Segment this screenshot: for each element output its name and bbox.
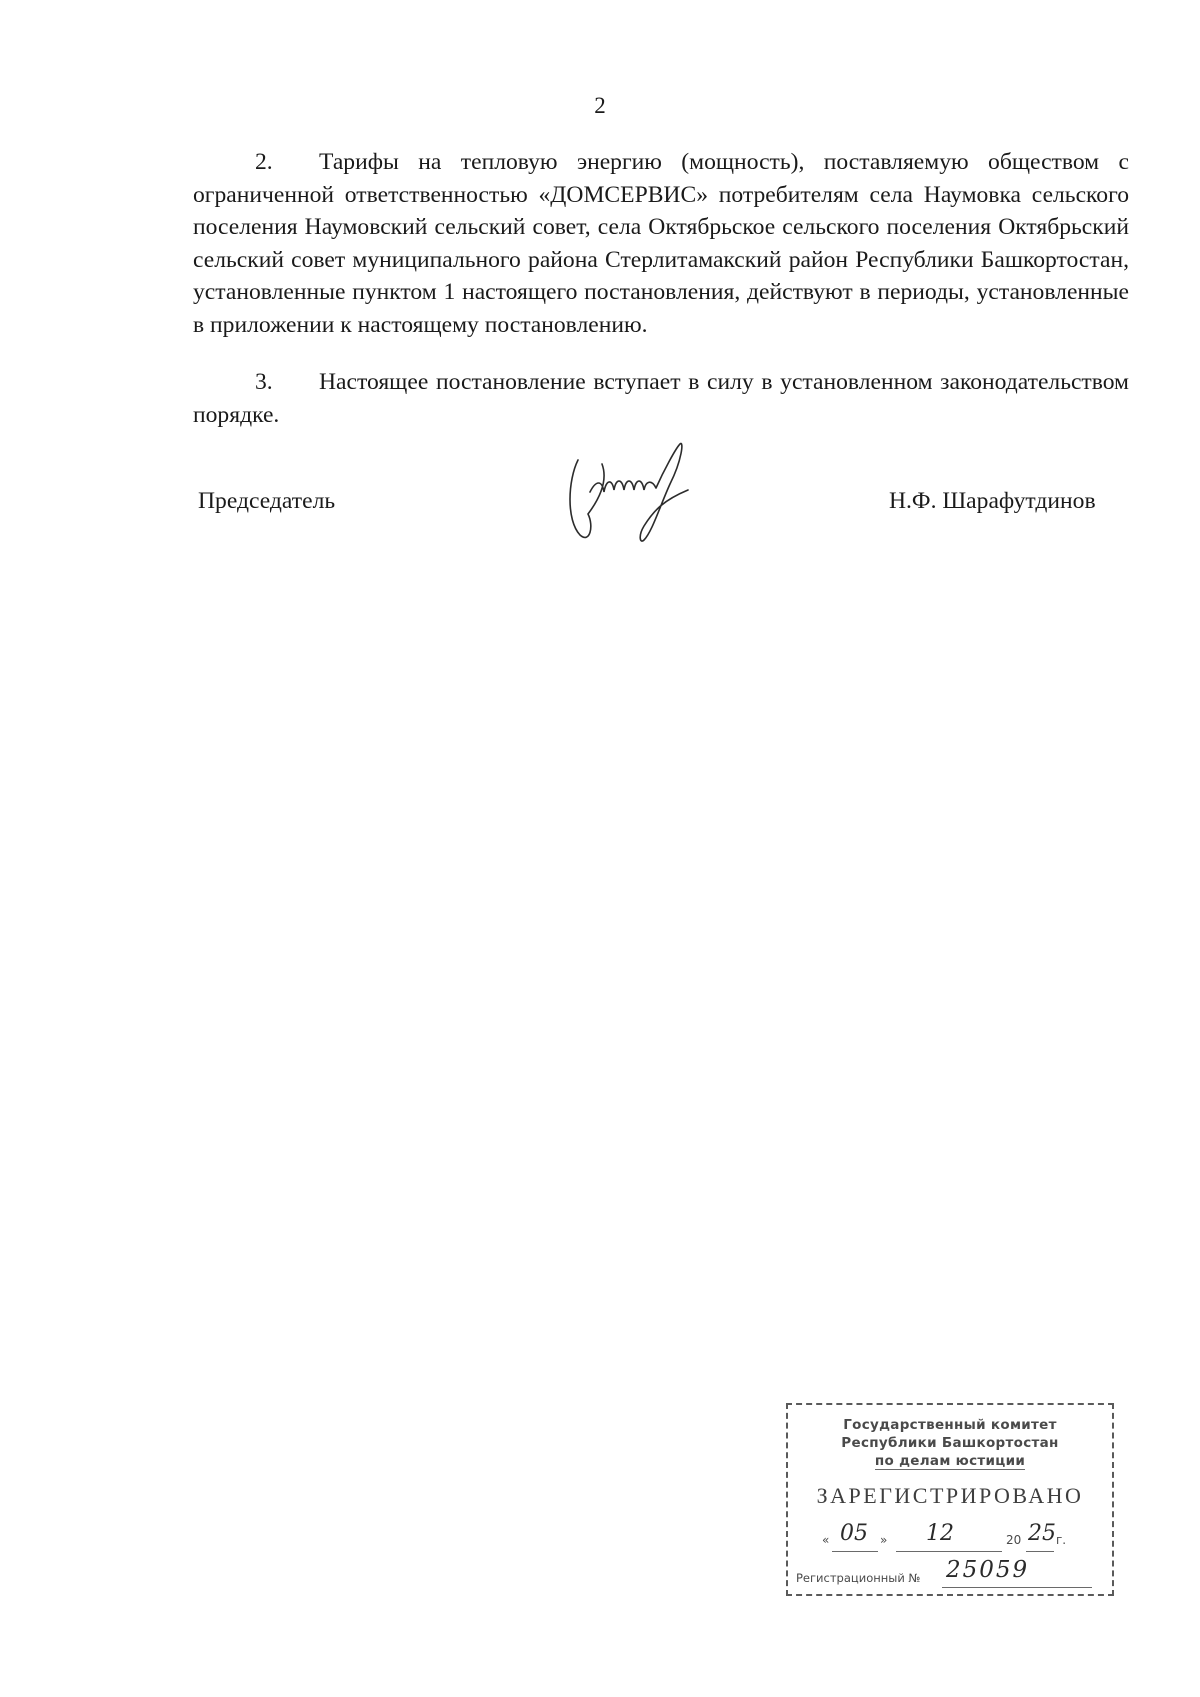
date-year-underline bbox=[1026, 1551, 1054, 1552]
reg-number-underline bbox=[942, 1587, 1092, 1588]
signature-block bbox=[0, 440, 1200, 560]
stamp-date bbox=[822, 1521, 1102, 1553]
handwritten-signature bbox=[560, 440, 700, 555]
paragraph-text: Настоящее постановление вступает в силу в установленном законодательством порядке. bbox=[193, 369, 1129, 428]
stamp-year-suffix: г. bbox=[1056, 1533, 1067, 1547]
paragraph-3 bbox=[193, 366, 1129, 431]
date-month-underline bbox=[896, 1551, 1002, 1552]
signatory-name: Н.Ф. Шарафутдинов bbox=[889, 488, 1096, 514]
date-day-underline bbox=[832, 1551, 878, 1552]
reg-number-value: 25059 bbox=[946, 1557, 1030, 1583]
registration-stamp bbox=[786, 1403, 1114, 1596]
paragraph-2 bbox=[193, 146, 1129, 341]
stamp-date-year: 25 bbox=[1028, 1521, 1056, 1546]
reg-number-label: Регистрационный № bbox=[796, 1571, 921, 1585]
stamp-year-prefix: 20 bbox=[1006, 1533, 1022, 1547]
close-quote: » bbox=[880, 1533, 888, 1547]
stamp-authority-line-3: по делам юстиции bbox=[874, 1453, 1026, 1469]
paragraph-number: 3. bbox=[255, 369, 273, 395]
stamp-authority-line-2: Республики Башкортостан bbox=[841, 1435, 1059, 1451]
paragraph-text: Тарифы на тепловую энергию (мощность), поставляемую обществом с ограниченной ответственностью «ДОМСЕРВИС» потребителям села Наумовка сельского поселения Наумовский сельский совет, села Октябрьское сельского поселения Октябрьский сельский совет муниципального района Стерлитамакский район Республики Башкортостан, установленные пунктом 1 настоящего постановления, действуют в периоды, установленные в приложении к настоящему постановлению. bbox=[193, 149, 1129, 338]
stamp-registration-number bbox=[796, 1557, 1096, 1589]
stamp-date-day: 05 bbox=[840, 1521, 868, 1546]
stamp-registered-label: ЗАРЕГИСТРИРОВАНО bbox=[816, 1483, 1084, 1508]
page-number: 2 bbox=[594, 93, 606, 118]
stamp-date-month: 12 bbox=[926, 1521, 954, 1546]
stamp-authority-line-1: Государственный комитет bbox=[843, 1417, 1057, 1433]
paragraph-number: 2. bbox=[255, 149, 273, 175]
signatory-title: Председатель bbox=[198, 488, 336, 514]
open-quote: « bbox=[822, 1533, 830, 1547]
